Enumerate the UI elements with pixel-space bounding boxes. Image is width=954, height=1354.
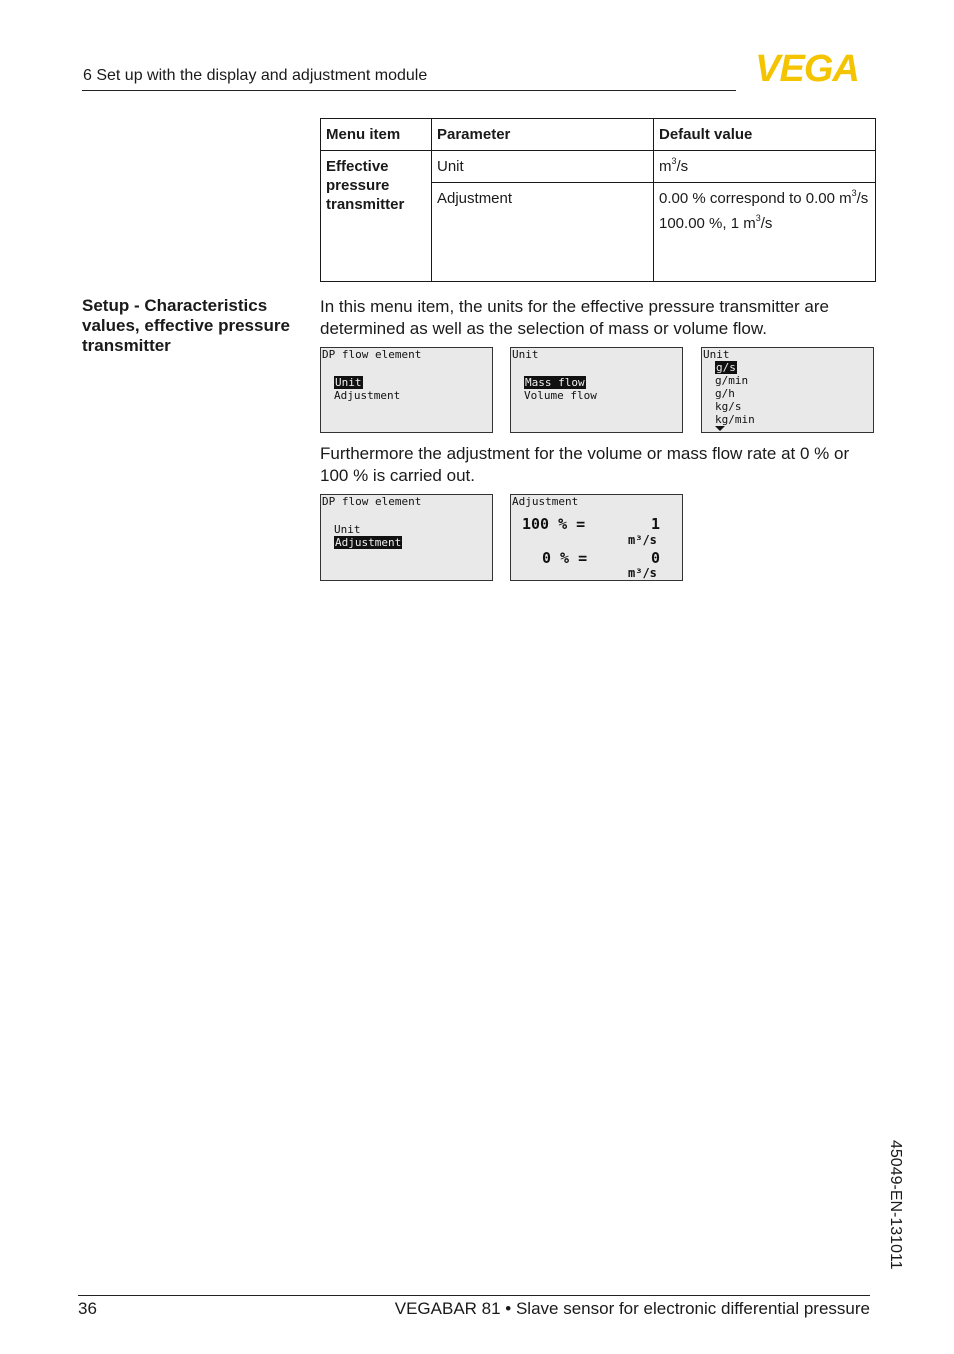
- adjust-row2-value: 0: [651, 549, 661, 567]
- default-line-2: 100.00 %, 1 $m^3/s$: [659, 213, 773, 232]
- lcd-item-selected: g/s: [716, 361, 736, 374]
- table-header-row: [321, 119, 876, 151]
- side-heading: Setup - Characteristics values, effective pressure transmitter: [82, 296, 290, 355]
- lcd-item: kg/min: [715, 413, 755, 426]
- lcd-title: Adjustment: [512, 495, 579, 508]
- adjust-row1-unit: m³/s: [628, 533, 657, 547]
- col-header-parameter: Parameter: [432, 119, 654, 151]
- lcd-item-selected: Mass flow: [525, 376, 585, 389]
- lcd-screen-dp-flow-adjustment: [320, 494, 493, 581]
- col-header-menu-item: Menu item: [321, 119, 432, 151]
- default-line-1: 0.00 % correspond to 0.00 $m^3/s$: [659, 188, 869, 207]
- adjust-row2-unit: m³/s: [628, 566, 657, 580]
- lcd-title: Unit: [703, 348, 730, 361]
- logo-text: VEGA: [755, 50, 859, 84]
- vega-logo: [740, 50, 874, 84]
- footer-title: VEGABAR 81 • Slave sensor for electronic differential pressure: [394, 1299, 870, 1318]
- lcd-item: kg/s: [715, 400, 742, 413]
- arrow-down-icon: [715, 426, 725, 431]
- section-header: 6 Set up with the display and adjustment module: [83, 67, 428, 84]
- header-rule: [82, 90, 736, 91]
- lcd-item: Volume flow: [524, 389, 597, 402]
- lcd-item-selected: Adjustment: [335, 536, 402, 549]
- lcd-item: g/min: [715, 374, 749, 387]
- parameter-cell: Unit: [432, 151, 654, 183]
- lcd-screen-unit-list: [701, 347, 874, 433]
- page-number: 36: [78, 1299, 97, 1318]
- document-code: 45049-EN-131011: [887, 1140, 904, 1270]
- parameter-table: [320, 118, 876, 282]
- lcd-item: Unit: [334, 523, 361, 536]
- lcd-title: DP flow element: [322, 348, 422, 361]
- default-value-cell: $m^3/s$: [654, 151, 876, 183]
- default-value-cell: [654, 183, 876, 282]
- footer-rule: [78, 1295, 870, 1296]
- adjust-row2-percent: 0 % =: [542, 549, 588, 567]
- lcd-title: DP flow element: [322, 495, 422, 508]
- paragraph-1: In this menu item, the units for the effective pressure transmitter are determined as well as the selection of mass or volume flow.: [320, 297, 829, 338]
- paragraph-2: Furthermore the adjustment for the volume or mass flow rate at 0 % or 100 % is carried out.: [320, 444, 850, 485]
- lcd-item: g/h: [715, 387, 735, 400]
- lcd-screen-unit-flow-type: [510, 347, 683, 433]
- lcd-title: Unit: [512, 348, 539, 361]
- lcd-screen-adjustment-values: [510, 494, 683, 581]
- parameter-cell: Adjustment: [432, 183, 654, 282]
- adjust-row1-percent: 100 % =: [522, 515, 586, 533]
- lcd-item: Adjustment: [334, 389, 401, 402]
- menu-item-cell: Effective pressure transmitter: [321, 151, 432, 282]
- lcd-screen-dp-flow-unit: [320, 347, 493, 433]
- table-row: [321, 151, 876, 183]
- adjust-row1-value: 1: [651, 515, 661, 533]
- col-header-default-value: Default value: [654, 119, 876, 151]
- lcd-item-selected: Unit: [335, 376, 362, 389]
